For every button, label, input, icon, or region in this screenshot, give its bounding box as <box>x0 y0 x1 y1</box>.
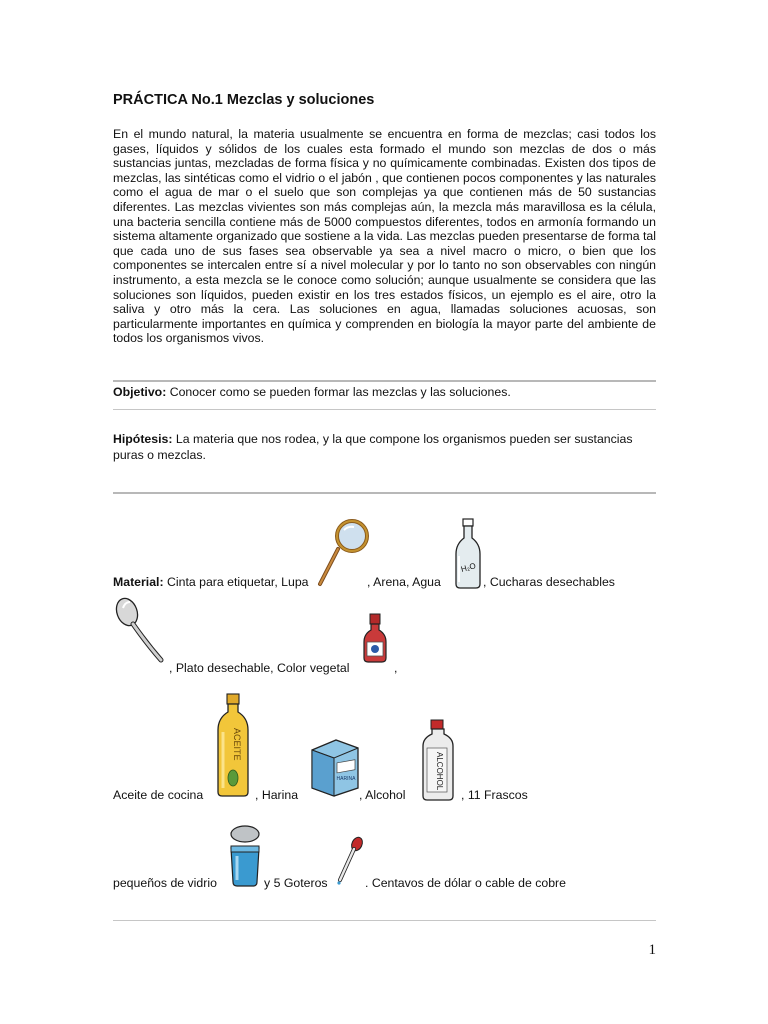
material-text: Cinta para etiquetar, Lupa <box>163 575 309 589</box>
divider <box>113 409 656 410</box>
page-title: PRÁCTICA No.1 Mezclas y soluciones <box>113 92 375 108</box>
material-text: , Arena, Agua <box>367 575 441 589</box>
material-text: y 5 Goteros <box>264 876 328 890</box>
divider <box>113 380 656 382</box>
material-label: Material: <box>113 575 164 589</box>
alcohol-bottle-icon <box>418 718 458 802</box>
spoon-icon <box>113 596 169 668</box>
material-text: , Harina <box>255 788 299 802</box>
glass-jar-icon <box>225 824 265 888</box>
material-text: , Plato desechable, Color vegetal <box>169 661 350 675</box>
material-text: , Alcohol <box>359 788 406 802</box>
hypothesis-label: Hipótesis: <box>113 432 173 446</box>
objective-label: Objetivo: <box>113 385 167 399</box>
food-coloring-bottle-icon <box>361 612 389 664</box>
objective-text: Conocer como se pueden formar las mezclas y las soluciones. <box>166 385 511 399</box>
material-text: pequeños de vidrio <box>113 876 217 890</box>
oil-label: ACEITE <box>232 728 242 761</box>
hypothesis-paragraph <box>113 432 656 463</box>
cooking-oil-bottle-icon <box>215 692 251 798</box>
page-number: 1 <box>648 942 656 958</box>
material-text: , <box>394 661 398 675</box>
hypothesis-text: La materia que nos rodea, y la que compone los organismos pueden ser sustancias puras o mezclas. <box>113 432 633 462</box>
flour-label: HARINA <box>336 776 356 782</box>
flour-bag-icon <box>308 736 362 798</box>
magnifying-glass-icon <box>314 518 372 590</box>
material-line-1 <box>113 575 309 589</box>
alcohol-label: ALCOHOL <box>435 752 444 791</box>
objective-paragraph <box>113 385 656 401</box>
material-text: , Cucharas desechables <box>483 575 615 589</box>
intro-paragraph: En el mundo natural, la materia usualmente se encuentra en forma de mezclas; casi todos los gases, líquidos y sólidos de los cuales esta formado el mundo son mezclas de dos o más sustancias juntas, mezcladas de forma física y no químicamente combinadas. Existen dos tipos de mezclas, las sintéticas como el vidrio o el jabón , que contienen pocos componentes y las naturales como el agua de mar o el suelo que son complejas ya que contienen más de 50 sustancias diferentes. Las mezclas vivientes son más complejas aún, la mezcla más maravillosa es la célula, una bacteria sencilla contiene más de 5000 compuestos diferentes, todos en armonía formando un sistema altamente organizado que sostiene a la vida. Las mezclas pueden presentarse de forma tal que cada uno de sus fases sea observable ya sea a nivel macro o micro, o bien que los componentes se intercalen entre sí a nivel molecular y por lo tanto no son observables con ningún instrumento, a esta mezcla se le conoce como solución; aunque usualmente se considera que las soluciones son líquidos, pueden existir en los tres estados físicos, un ejemplo es el aire, otro la saliva y otro más la cera. Las soluciones en agua, llamadas soluciones acuosas, son particularmente importantes en química y comprenden en biología la mayor parte del ambiente de todos los organismos vivos. <box>113 127 656 346</box>
material-text: , 11 Frascos <box>461 788 528 802</box>
dropper-icon <box>334 836 364 886</box>
material-text: Aceite de cocina <box>113 788 204 802</box>
divider <box>113 920 656 921</box>
water-bottle-icon <box>451 516 485 590</box>
divider <box>113 492 656 494</box>
water-bottle-label: H₂O <box>459 561 477 574</box>
material-text: . Centavos de dólar o cable de cobre <box>365 876 566 890</box>
